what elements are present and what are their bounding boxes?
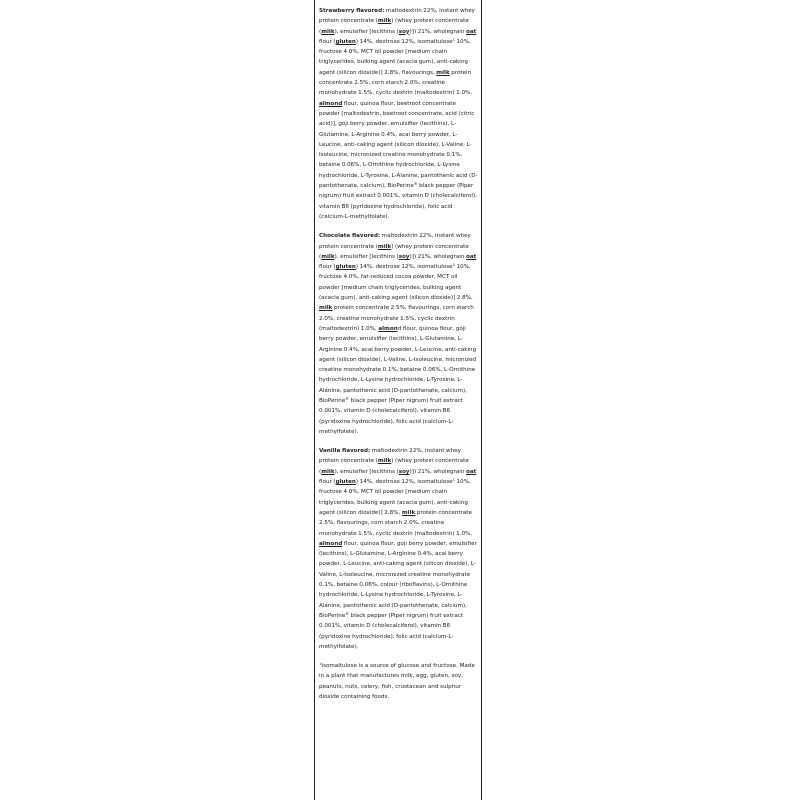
allergen-highlight: milk [321, 468, 335, 475]
allergen-highlight: almond [319, 100, 343, 107]
superscript-mark: ® [345, 395, 350, 401]
ingredient-text: black pepper (Piper nigrum) fruit extract 0.001%, vitamin D (cholecalciferol), vitamin B6 (pyridoxine hydrochloride), folic acid (calcium-L-methylfolate). [319, 612, 464, 650]
allergen-highlight: oat [466, 253, 477, 260]
ingredient-text: 10%, fructose 4.0%, MCT oil powder [medium chain triglycerides, bulking agent (acacia gum), anti-caking agent (silicon dioxide)] 2.8%, flavourings, [319, 38, 471, 76]
ingredient-sections [319, 6, 478, 652]
ingredient-text: ), emulsifier [lecithins ( [334, 468, 399, 475]
ingredient-text: ) (whey protein concentrate ( [319, 18, 469, 35]
ingredient-text: flour ( [319, 38, 336, 45]
allergen-highlight: milk [377, 243, 392, 250]
ingredient-text: protein concentrate 2.5%, flavourings, corn starch 2.0%, creatine monohydrate 1.5%, cyclic dextrin (maltodextrin) 1.0%, [319, 305, 474, 332]
section-title: Chocolate flavored: [319, 233, 381, 240]
ingredient-text: flour ( [319, 479, 336, 486]
ingredient-section [319, 6, 478, 222]
ingredient-text: ) 14%, dextrose 12%, isomaltulose [355, 479, 453, 486]
ingredient-text: ) (whey protein concentrate ( [319, 458, 469, 475]
ingredient-text: )]) 21%, wholegrain [409, 468, 466, 475]
allergen-highlight: soy [398, 468, 410, 475]
ingredient-text: flour, quinoa flour, goji berry powder, emulsifier (lecithins), L-Glutamine, L-Arginine 0.4%, acai berry powder, L-Leucine, anti-caking agent (silicon dioxide), L-Valine, L-Isoleucine, micronized creatine monohydrate 0.1%, betaine 0.06%, colour (riboflavins), L-Ornithine hydrochloride, L-Lysine hydrochloride, L-Tyrosine, L-Alanine, pantothenic acid (D-pantothenate, calcium), BioPerine [319, 540, 477, 619]
allergen-highlight: milk [377, 18, 392, 25]
footnote [319, 661, 478, 702]
ingredient-text: d flour, quinoa flour, goji berry powder, emulsifier (lecithins), L-Glutamine, L-Arginine 0.4%, acai berry powder, L-Leucine, anti-caking agent (silicon dioxide), L-Valine, L-Isoleucine, micronized creatine monohydrate 0.1%, betaine 0.06%, L-Ornithine hydrochloride, L-Lysine hydrochloride, L-Tyrosine, L-Alanine, pantothenic acid (D-pantothenate, calcium), BioPerine [319, 325, 477, 404]
ingredient-text: maltodextrin 22%, instant whey protein concentrate ( [319, 233, 471, 250]
ingredient-text: )]) 21%, wholegrain [409, 253, 466, 260]
allergen-highlight: milk [321, 253, 335, 260]
ingredient-text: protein concentrate 2.5%, corn starch 2.0%, creatine monohydrate 1.5%, cyclic dextrin (maltodextrin) 1.0%, [319, 69, 473, 97]
allergen-highlight: milk [321, 28, 335, 35]
allergen-highlight: soy [398, 253, 410, 260]
ingredient-text: protein concentrate 2.5%, flavourings, corn starch 2.0%, creatine monohydrate 1.5%, cyclic dextrin (maltodextrin) 1.0%, [319, 509, 473, 537]
allergen-highlight: milk [319, 305, 333, 312]
allergen-highlight: milk [401, 509, 416, 516]
footnote-marker: 1 [319, 661, 322, 667]
allergen-highlight: oat [466, 28, 477, 35]
ingredient-text: flour, quinoa flour, beetroot concentrate powder [maltodextrin, beetroot concentrate, acid (citric acid)], goji berry powder, emulsifier (lecithins), L-Glutamine, L-Arginine 0.4%, acai berry powder, L-Leucine, anti-caking agent (silicon dioxide), L-Valine, L-Isoleucine, micronized creatine monohydrate 0.1%, betaine 0.06%, L-Ornithine hydrochloride, L-Lysine hydrochloride, L-Tyrosine, L-Alanine, pantothenic acid (D-pantothenate, calcium), BioPerine [319, 100, 478, 190]
ingredient-section [319, 446, 478, 652]
ingredients-panel [314, 0, 482, 800]
ingredient-text: flour ( [319, 264, 336, 271]
allergen-highlight: milk [436, 69, 450, 76]
section-title: Strawberry flavored: [319, 8, 385, 14]
ingredient-text: maltodextrin 22%, instant whey protein concentrate ( [319, 448, 461, 465]
allergen-highlight: almond [319, 540, 343, 547]
ingredient-text: maltodextrin 22%, instant whey protein concentrate ( [319, 8, 475, 25]
ingredient-text: 10%, fructose 4.0%, fat-reduced cocoa powder, MCT oil powder [medium chain triglycerides, bulking agent (acacia gum), anti-caking agent (silicon dioxide)] 2.8%, [319, 264, 473, 302]
allergen-highlight: oat [466, 468, 477, 475]
allergen-highlight: gluten [335, 38, 356, 45]
footnote-text: Isomaltulose is a source of glucose and fructose. Made in a plant that manufactures milk, egg, gluten, soy, peanuts, nuts, celery, fish, crustacean and sulphur dioxide containing foods. [319, 663, 475, 700]
ingredient-text: ) 14%, dextrose 12%, isomaltulose [355, 38, 453, 45]
superscript-mark: ® [345, 610, 350, 616]
superscript-mark: ® [413, 181, 418, 187]
ingredient-text: black pepper (Piper nigrum) fruit extract 0.001%, vitamin D (cholecalciferol), vitamin B6 (pyridoxine hydrochloride), folic acid (calcium-L-methylfolate). [319, 397, 464, 435]
superscript-mark: 1 [452, 262, 456, 268]
ingredient-text: ), emulsifier [lecithins ( [334, 28, 399, 35]
ingredient-text: black pepper (Piper nigrum) fruit extract 0.001%, vitamin D (cholecalciferol), vitamin B6 (pyridoxine hydrochloride), folic acid (calcium-L-methylfolate). [319, 183, 477, 220]
allergen-highlight: gluten [335, 479, 356, 486]
section-title: Vanilla flavored: [319, 448, 371, 455]
allergen-highlight: milk [377, 458, 392, 465]
ingredient-text: )]) 21%, wholegrain [409, 28, 466, 35]
ingredient-text: 10%, fructose 4.0%, MCT oil powder [medium chain triglycerides, bulking agent (acacia gum), anti-caking agent (silicon dioxide)] 2.8%, [319, 479, 471, 516]
superscript-mark: 1 [452, 36, 456, 42]
ingredient-section [319, 231, 478, 437]
ingredient-text: ) 14%, dextrose 12%, isomaltulose [355, 264, 453, 271]
allergen-highlight: soy [398, 28, 410, 35]
superscript-mark: 1 [452, 477, 456, 483]
ingredient-text: ), emulsifier [lecithins ( [334, 253, 399, 260]
allergen-highlight: almon [378, 325, 398, 332]
allergen-highlight: gluten [335, 264, 356, 271]
ingredient-text: ) (whey protein concentrate ( [319, 243, 469, 260]
